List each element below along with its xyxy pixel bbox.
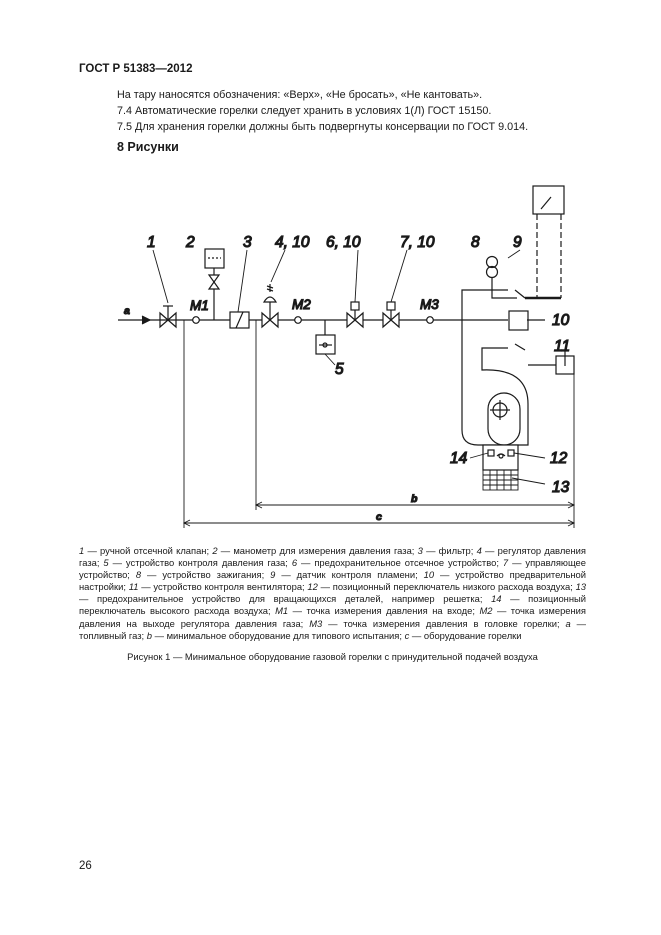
pressure-regulator (262, 284, 278, 327)
legend-item: 5 — устройство контроля давления газа; (103, 557, 292, 569)
label-a: a (124, 305, 130, 317)
legend-key: 3 (417, 545, 423, 556)
legend-item: 4 — регулятор давления газа; (79, 545, 586, 569)
legend-key: 5 (103, 557, 109, 569)
fan-hub (488, 393, 520, 445)
label-c: c (376, 511, 382, 523)
document-header: ГОСТ Р 51383—2012 (79, 63, 193, 75)
legend-item: b — минимальное оборудование для типового испытания; (146, 629, 405, 641)
gas-inlet-arrow (142, 316, 150, 324)
label-b: b (411, 493, 418, 505)
legend-key: b (146, 629, 152, 641)
control-valve (383, 302, 399, 327)
legend-item: a — топливный газ; (79, 617, 586, 641)
label-9: 9 (513, 234, 522, 251)
manometer-valve (209, 275, 219, 289)
filter (230, 312, 249, 328)
preset-device (509, 311, 528, 330)
label-2: 2 (186, 234, 195, 251)
label-13: 13 (552, 479, 570, 496)
legend-key: 10 (423, 569, 435, 581)
legend-key: c (404, 629, 410, 641)
legend-key: 4 (476, 545, 482, 556)
legend-key: 6 (291, 557, 298, 569)
legend-item: M2 — точка измерения давления на выходе регулятора давления газа; (79, 605, 586, 629)
legend-item: c — оборудование горелки (404, 629, 522, 641)
manual-valve (160, 306, 176, 327)
label-m2: M2 (292, 297, 311, 312)
ignition-transformer (487, 257, 498, 268)
legend-key: 7 (502, 557, 509, 569)
legend-item: 9 — датчик контроля пламени; (270, 569, 424, 581)
legend-key: 11 (128, 581, 139, 593)
figure-caption: Рисунок 1 — Минимальное оборудование газовой горелки с принудительной подачей воздуха (127, 651, 538, 662)
legend-item: 3 — фильтр; (417, 545, 477, 556)
legend-item: 12 — позиционный переключатель низкого расхода воздуха; (307, 581, 576, 593)
section-title: 8 Рисунки (117, 140, 179, 154)
legend-key: 1 (79, 545, 85, 556)
legend-key: 12 (307, 581, 318, 593)
legend-item: M3 — точка измерения давления в головке горелки; (309, 617, 566, 629)
figure-legend (79, 545, 586, 642)
label-m3: M3 (420, 297, 439, 312)
legend-item: 13 — предохранительное устройство для вращающихся деталей, например решетка; (79, 581, 586, 605)
legend-key: M1 (275, 605, 289, 617)
legend-item: M1 — точка измерения давления на входе; (275, 605, 480, 617)
legend-key: 13 (575, 581, 586, 593)
label-10: 10 (552, 312, 570, 329)
m1-point (193, 317, 200, 324)
legend-item: 2 — манометр для измерения давления газа; (212, 545, 418, 556)
label-3: 3 (243, 234, 252, 251)
legend-key: M2 (479, 605, 493, 617)
label-4: 4, 10 (275, 234, 310, 251)
body-line-2: 7.4 Автоматические горелки следует хранить в условиях 1(Л) ГОСТ 15150. (117, 105, 492, 117)
legend-item: 14 — позиционный переключатель высокого расхода воздуха; (79, 593, 586, 617)
legend-key: 8 (135, 569, 142, 581)
legend-key: M3 (309, 617, 323, 629)
label-5: 5 (335, 361, 344, 378)
legend-item: 6 — предохранительное отсечное устройство; (291, 557, 503, 569)
legend-key: 2 (212, 545, 218, 556)
label-6: 6, 10 (326, 234, 361, 251)
legend-item: 7 — управляющее устройство; (79, 557, 586, 581)
protective-grid (483, 470, 518, 490)
legend-item: 10 — устройство предварительной настройки; (79, 569, 587, 593)
legend-key: a (565, 617, 571, 629)
manometer (205, 249, 224, 268)
label-1: 1 (147, 234, 156, 251)
page-number: 26 (79, 860, 92, 872)
body-line-1: На тару наносятся обозначения: «Верх», «Не бросать», «Не кантовать». (117, 89, 483, 101)
m2-point (295, 317, 302, 324)
legend-item: 1 — ручной отсечной клапан; (79, 545, 213, 556)
legend-item: 11 — устройство контроля вентилятора; (128, 581, 308, 593)
label-14: 14 (450, 450, 468, 467)
legend-item: 8 — устройство зажигания; (135, 569, 271, 581)
m3-point (427, 317, 434, 324)
legend-key: 14 (491, 593, 502, 605)
label-11: 11 (554, 338, 571, 355)
legend-key: 9 (270, 569, 276, 581)
body-line-3: 7.5 Для хранения горелки должны быть подвергнуты консервации по ГОСТ 9.014. (117, 121, 529, 133)
label-m1: M1 (190, 298, 209, 313)
label-12: 12 (550, 450, 568, 467)
safety-shutoff-valve (347, 302, 363, 327)
label-7: 7, 10 (400, 234, 435, 251)
label-8: 8 (471, 234, 480, 251)
